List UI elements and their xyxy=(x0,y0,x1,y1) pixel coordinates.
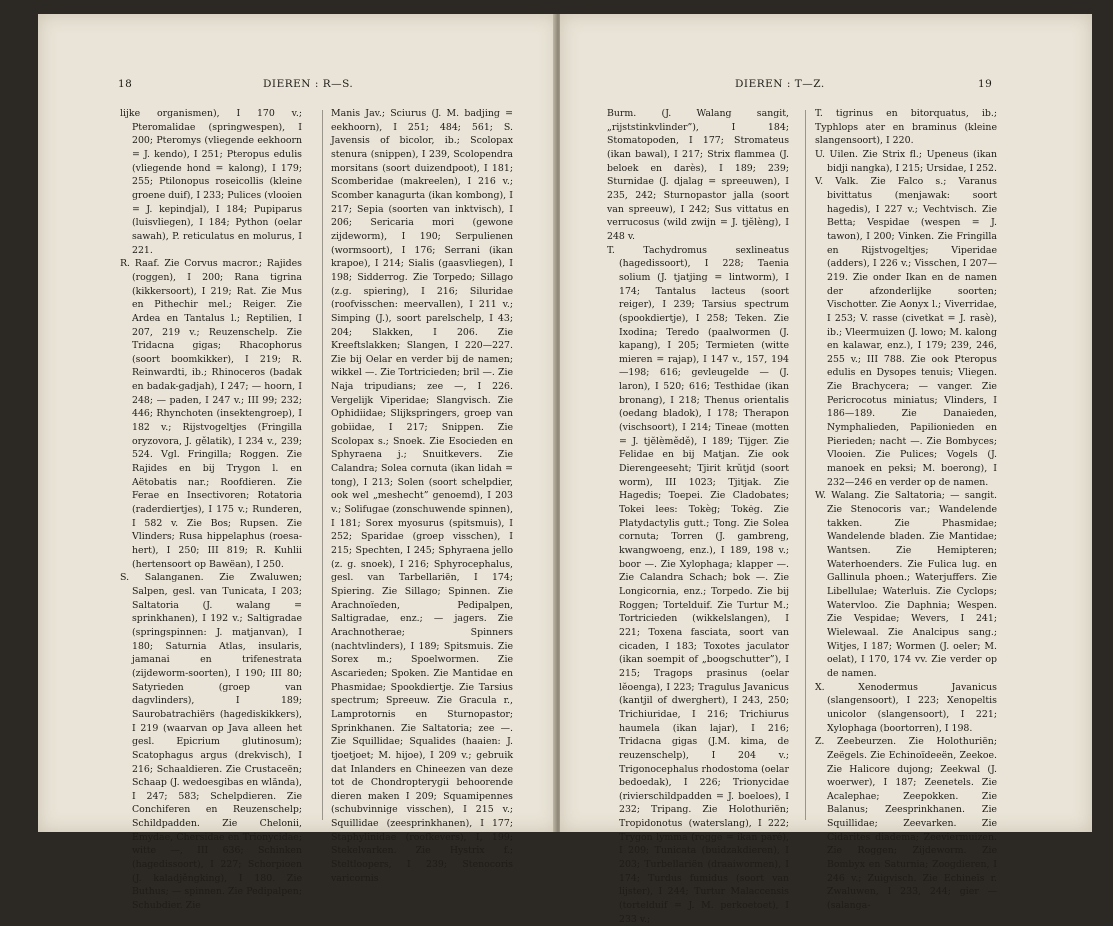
page-number: 18 xyxy=(118,78,133,90)
index-entry-block: T. tigrinus en bitorquatus, ib.; Typhlops ater en braminus (kleine slangensoort), I 220. xyxy=(815,108,997,147)
index-entry-block: Z. Zeebeurzen. Zie Holothuriën; Zeëgels. Zie Echinoïdeeën, Zeekoe. Zie Halicore dujong; Zeekwal (J. woerwer), I 187; Zeenetels. Zie Acalephae; Zeepokken. Zie Balanus; Zeesprinkhanen. Zie Squillidae; Zeevarken. Zie Cidarites diadema; Zeeviermuizen. Zie Roggen; Zijdeworm. Zie Bombyx en Saturnia; Zoogdieren, I 246 v.; Zuigvisch. Zie Echineïs r. Zwaluwen, I 233, 244; gier — (salanga- xyxy=(815,736,997,912)
running-head: DIEREN : T—Z. xyxy=(735,78,825,90)
index-entry-block: S. Salanganen. Zie Zwaluwen; Salpen, gesl. van Tunicata, I 203; Saltatoria (J. walang = sprinkhanen), I 192 v.; Saltigradae (springspinnen: J. matjanvan), I 180; Saturnia Atlas, insularis, jamanai en trifenestrata (zijdeworm-soorten), I 190; III 80; Satyrieden (groep van dagvlinders), I 189; Saurobatrachiërs (hagediskikkers), I 219 (waarvan op Java alleen het gesl. Epicrium glutinosum); Scatophagus argus (drekvisch), I 216; Schaaldieren. Zie Crustaceën; Schaap (J. wedoesgibas en wlănda), I 247; 583; Schelpdieren. Zie Conchiferen en Reuzenschelp; Schildpadden. Zie Chelonii, Emydae, Chersidae en Trionycidae; witte —, III 636; Schinken (hagedissoort), I 227; Schorpioen (J. kaladjěngking), I 180. Zie Buthus; — spinnen. Zie Pedipalpen; Schubdier. Zie xyxy=(120,572,302,912)
index-entry-block: T. Tachydromus sexlineatus (hagedissoort), I 228; Taenia solium (J. tjatjing = lintworm), I 174; Tantalus lacteus (soort reiger), I 239; Tarsius spectrum (spookdiertje), I 258; Teken. Zie Ixodina; Teredo (paalwormen (J. kapang), I 205; Termieten (witte mieren = rajap), I 147 v., 157, 194—198; 616; gevleugelde — (J. laron), I 520; 616; Testhidae (ikan bronang), I 218; Thenus orientalis (oedang bladok), I 178; Therapon (vischsoort), I 214; Tineae (motten = J. tjĕlèmědě), I 189; Tijger. Zie Felidae en bij Matjan. Zie ook Dierengeeseht; Tjirit krŭtjd (soort worm), III 1023; Tjitjak. Zie Hagedis; Toepei. Zie Cladobates; Tokei lees: Tokèg; Tokėg. Zie Platydactylis gutt.; Tong. Zie Solea cornuta; Torren (J. gambreng, kwangwoeng, enz.), I 189, 198 v.; boor —. Zie Xylophaga; klapper —. Zie Calandra Schach; bok —. Zie Longicornia, enz.; Torpedo. Zie bij Roggen; Tortelduif. Zie Turtur M.; Tortricieden (wikkelslangen), I 221; Toxena fasciata, soort van cicaden, I 183; Toxotes jaculator (ikan soempit of „boogschutter”), I 215; Tragops prasinus (oelar lĕoenga), I 223; Tragulus Javanicus (kantjil of dwerghert), I 243, 250; Trichiuridae, I 216; Trichiurus haumela (ikan lajar), I 216; Tridacna gigas (J.M. kima, de reuzenschelp), I 204 v.; Trigonocephalus rhodostoma (oelar bedoedak), I 226; Trionycidae (rivierschildpadden = J. boeloes), I 232; Tripang. Zie Holothuriën; Tropidonotus (waterslang), I 222; Trygon lymma (rogge = ikan paré), I 209; Tunicata (buidzakdieren), I 203; Turbellariën (draaiwormen), I 174; Turdus fumidus (soort van lijster), I 244; Turtur Malaccensis (tortelduif = J. M. perkoetoet), I 233 v.; xyxy=(607,244,789,925)
column-divider xyxy=(322,110,323,820)
index-column-right xyxy=(815,107,997,913)
index-entry-block: X. Xenodermus Javanicus (slangensoort), I 223; Xenopeltis unicolor (slangensoort), I 221; Xylophaga (boortorren), I 198. xyxy=(815,681,997,734)
index-entry-block: Manis Jav.; Sciurus (J. M. badjing = eekhoorn), I 251; 484; 561; S. Javensis of bicolor, ib.; Scolopax stenura (snippen), I 239, Scolopendra morsitans (soort duizendpoot), I 181; Scomberidae (makreelen), I 216 v.; Scomber kanagurta (ikan kombong), I 217; Sepia (soorten van inktvisch), I 206; Sericaria mori (gewone zijdeworm), I 190; Serpulienen (wormsoort), I 176; Serrani (ikan krapoe), I 214; Sialis (gaasvliegen), I 198; Sidderrog. Zie Torpedo; Sillago (z.g. spiering), I 216; Siluridae (roofvisschen: meervallen), I 211 v.; Simping (J.), soort parelschelp, I 43; 204; Slakken, I 206. Zie Kreeftslakken; Slangen, I 220—227. Zie bij Oelar en verder bij de namen; wikkel —. Zie Tortricieden; bril —. Zie Naja tripudians; zee —, I 226. Vergelijk Viperidae; Slangvisch. Zie Ophidiidae; Slijkspringers, groep van gobiidae, I 217; Snippen. Zie Scolopax s.; Snoek. Zie Esocieden en Sphyraena j.; Snuitkevers. Zie Calandra; Solea cornuta (ikan lidah = tong), I 213; Solen (soort schelpdier, ook wel „meshecht” genoemd), I 203 v.; Solifugae (zonschuwende spinnen), I 181; Sorex myosurus (spitsmuis), I 252; Sparidae (groep visschen), I 215; Spechten, I 245; Sphyraena jello (z. g. snoek), I 216; Sphyrocephalus, gesl. van Tarbellariën, I 174; Spiering. Zie Sillago; Spinnen. Zie Arachnoïeden, Pedipalpen, Saltigradae, enz.; — jagers. Zie Arachnotherae; Spinners (nachtvlinders), I 189; Spitsmuis. Zie Sorex m.; Spoelwormen. Zie Ascarieden; Spoken. Zie Mantidae en Phasmidae; Spookdiertje. Zie Tarsius spectrum; Spreeuw. Zie Gracula r., Lamprotornis en Sturnopastor; Sprinkhanen. Zie Saltatoria; zee —. Zie Squillidae; Squalides (haaien: J. tjoetjoet; M. hijoe), I 209 v.; gebruik dat Inlanders en Chineezen van deze tot de Chondropterygii behoorende dieren maken I 209; Squamipennes (schubvinnige visschen), I 215 v.; Squillidae (zeesprinkhanen), I 177; Staphylinidae (roofkevers), I, 199; Stekelvarken. Zie Hystrix f.; Steltloopers, I 239; Stenocoris varicornis xyxy=(331,108,513,884)
column-divider xyxy=(805,110,806,820)
index-column-left xyxy=(120,107,302,913)
index-entry-block: R. Raaf. Zie Corvus macror.; Rajides (roggen), I 200; Rana tigrina (kikkersoort), I 219; Rat. Zie Mus en Pithechir mel.; Reiger. Zie Ardea en Tantalus l.; Reptilien, I 207, 219 v.; Reuzenschelp. Zie Tridacna gigas; Rhacophorus (soort boomkikker), I 219; R. Reinwardti, ib.; Rhinoceros (badak en badak-gadjah), I 247; — hoorn, I 248; — paden, I 247 v.; III 99; 232; 446; Rhynchoten (insektengroep), I 182 v.; Rijstvogeltjes (Fringilla oryzovora, J. gělatik), I 234 v., 239; 524. Vgl. Fringilla; Roggen. Zie Rajides en bij Trygon l. en Aëtobatis nar.; Roofdieren. Zie Ferae en Insectivoren; Rotatoria (raderdiertjes), I 175 v.; Runderen, I 582 v. Zie Bos; Rupsen. Zie Vlinders; Rusa hippelaphus (roesa-hert), I 250; III 819; R. Kuhlii (hertensoort op Bawëan), I 250. xyxy=(120,258,302,570)
index-entry-block: W. Walang. Zie Saltatoria; — sangit. Zie Stenocoris var.; Wandelende takken. Zie Phasmidae; Wandelende bladen. Zie Mantidae; Wantsen. Zie Hemipteren; Waterhoenders. Zie Fulica lug. en Gallinula phoen.; Waterjuffers. Zie Libellulae; Waterluis. Zie Cyclops; Watervloo. Zie Daphnia; Wespen. Zie Vespidae; Wevers, I 241; Wielewaal. Zie Analcipus sang.; Witjes, I 187; Wormen (J. oeler; M. oelat), I 170, 174 vv. Zie verder op de namen. xyxy=(815,490,997,679)
index-column-left xyxy=(607,107,789,926)
running-head: DIEREN : R—S. xyxy=(263,78,354,90)
index-column-right xyxy=(331,107,513,885)
index-entry-block: V. Valk. Zie Falco s.; Varanus bivittatus (menjawak: soort hagedis), I 227 v.; Vechtvisch. Zie Betta; Vespidae (wespen = J. tawon), I 200; Vinken. Zie Fringilla en Rijstvogeltjes; Viperidae (adders), I 226 v.; Visschen, I 207—219. Zie onder Ikan en de namen der afzonderlijke soorten; Vischotter. Zie Aonyx l.; Viverridae, I 253; V. rasse (civetkat = J. rasè), ib.; Vleermuizen (J. lowo; M. kalong en kalawar, enz.), I 179; 239, 246, 255 v.; III 788. Zie ook Pteropus edulis en Dysopes tenuis; Vliegen. Zie Brachycera; — vanger. Zie Pericrocotus miniatus; Vlinders, I 186—189. Zie Danaieden, Nymphalieden, Papilionieden en Pierieden; nacht —. Zie Bombyces; Vlooien. Zie Pulices; Vogels (J. manoek en peksi; M. boerong), I 232—246 en verder op de namen. xyxy=(815,176,997,488)
index-entry-block: lijke organismen), I 170 v.; Pteromalidae (springwespen), I 200; Pteromys (vliegende eekhoorn = J. kendo), I 251; Pteropus edulis (vliegende hond = kalong), I 179; 255; Ptilonopus roseicollis (kleine groene duif), I 233; Pulices (vlooien = J. kepindjal), I 184; Pupiparus (luisvliegen), I 184; Python (oelar sawah), P. reticulatus en molurus, I 221. xyxy=(120,108,302,256)
page-number: 19 xyxy=(978,78,993,90)
right-page xyxy=(560,14,1092,925)
index-entry-block: Burm. (J. Walang sangit, „rijststinkvlinder”), I 184; Stomatopoden, I 177; Stromateus (ikan bawal), I 217; Strix flammea (J. beloek en darès), I 189; 239; Sturnidae (J. djalag = spreeuwen), I 235, 242; Sturnopastor jalla (soort van spreeuw), I 242; Sus vittatus en verrucosus (wild zwijn = J. tjĕlèng), I 248 v. xyxy=(607,108,789,242)
left-page xyxy=(38,14,558,912)
index-entry-block: U. Uilen. Zie Strix fl.; Upeneus (ikan bidji nangka), I 215; Ursidae, I 252. xyxy=(815,148,998,174)
